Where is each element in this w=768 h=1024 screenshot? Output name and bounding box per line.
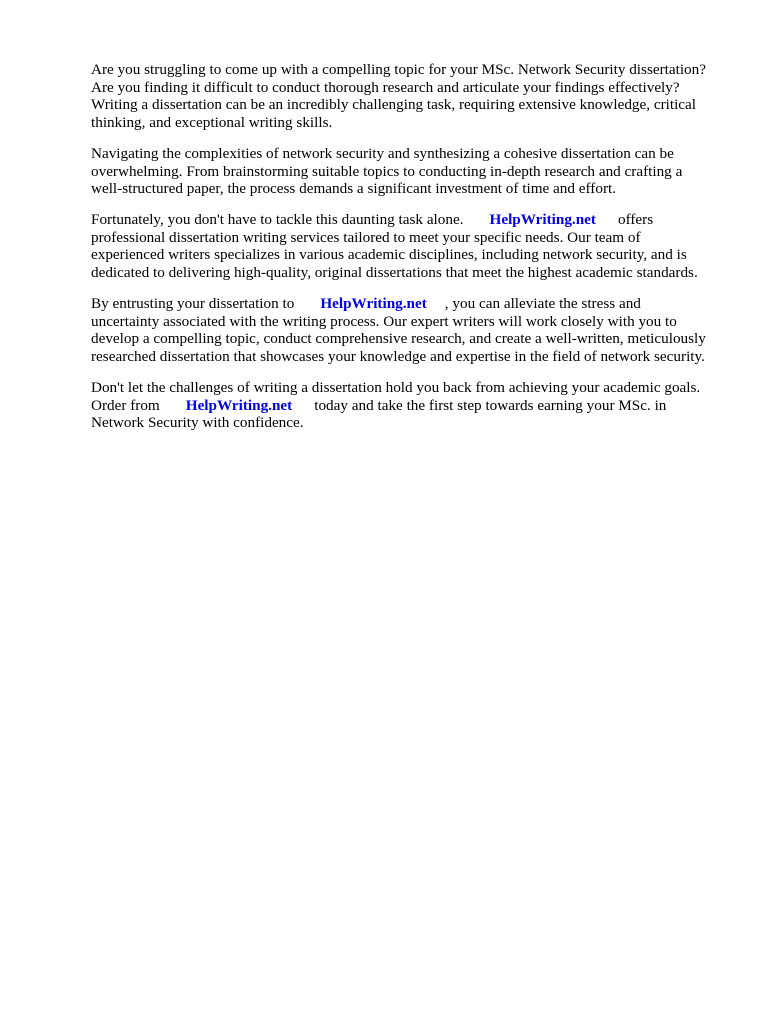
text-line: researched dissertation that showcases your knowledge and expertise in the field of network security. bbox=[91, 348, 705, 366]
text-line: Don't let the challenges of writing a dissertation hold you back from achieving your academic goals. bbox=[91, 379, 701, 396]
text-segment: , you can alleviate the stress and bbox=[444, 295, 641, 312]
text-line: thinking, and exceptional writing skills. bbox=[91, 114, 333, 132]
text-line: Writing a dissertation can be an incredibly challenging task, requiring extensive knowledge, critical bbox=[91, 96, 697, 114]
text-line: Navigating the complexities of network security and synthesizing a cohesive dissertation can be bbox=[91, 145, 674, 162]
paragraph-complexities bbox=[91, 145, 731, 198]
text-segment: By entrusting your dissertation to bbox=[91, 295, 295, 312]
paragraph-intro bbox=[91, 61, 731, 132]
text-line bbox=[91, 397, 731, 415]
text-line: well-structured paper, the process demands a significant investment of time and effort. bbox=[91, 180, 617, 198]
text-line: Network Security with confidence. bbox=[91, 414, 304, 432]
text-line: uncertainty associated with the writing process. Our expert writers will work closely with you to bbox=[91, 312, 677, 330]
text-segment: today and take the first step towards earning your MSc. in bbox=[314, 396, 667, 414]
helpwriting-link[interactable]: HelpWriting.net bbox=[489, 211, 596, 228]
helpwriting-link[interactable]: HelpWriting.net bbox=[185, 396, 293, 414]
text-segment: Fortunately, you don't have to tackle this daunting task alone. bbox=[91, 211, 464, 228]
text-segment: offers bbox=[617, 211, 654, 228]
paragraph-entrusting bbox=[91, 295, 731, 366]
paragraph-services bbox=[91, 211, 731, 282]
helpwriting-link[interactable]: HelpWriting.net bbox=[320, 295, 427, 312]
text-line bbox=[91, 211, 731, 229]
text-line: professional dissertation writing services tailored to meet your specific needs. Our team of bbox=[91, 228, 641, 246]
text-line: overwhelming. From brainstorming suitable topics to conducting in-depth research and crafting a bbox=[91, 162, 683, 180]
text-line: Are you struggling to come up with a compelling topic for your MSc. Network Security dissertation? bbox=[91, 61, 706, 78]
text-line bbox=[91, 295, 731, 313]
text-line: dedicated to delivering high-quality, original dissertations that meet the highest academic standards. bbox=[91, 264, 698, 282]
text-line: develop a compelling topic, conduct comprehensive research, and create a well-written, meticulously bbox=[91, 330, 706, 348]
text-line: experienced writers specializes in various academic disciplines, including network security, and is bbox=[91, 246, 687, 264]
text-line: Are you finding it difficult to conduct thorough research and articulate your findings effectively? bbox=[91, 78, 680, 96]
paragraph-call-to-action bbox=[91, 379, 731, 432]
text-segment: Order from bbox=[91, 396, 160, 414]
